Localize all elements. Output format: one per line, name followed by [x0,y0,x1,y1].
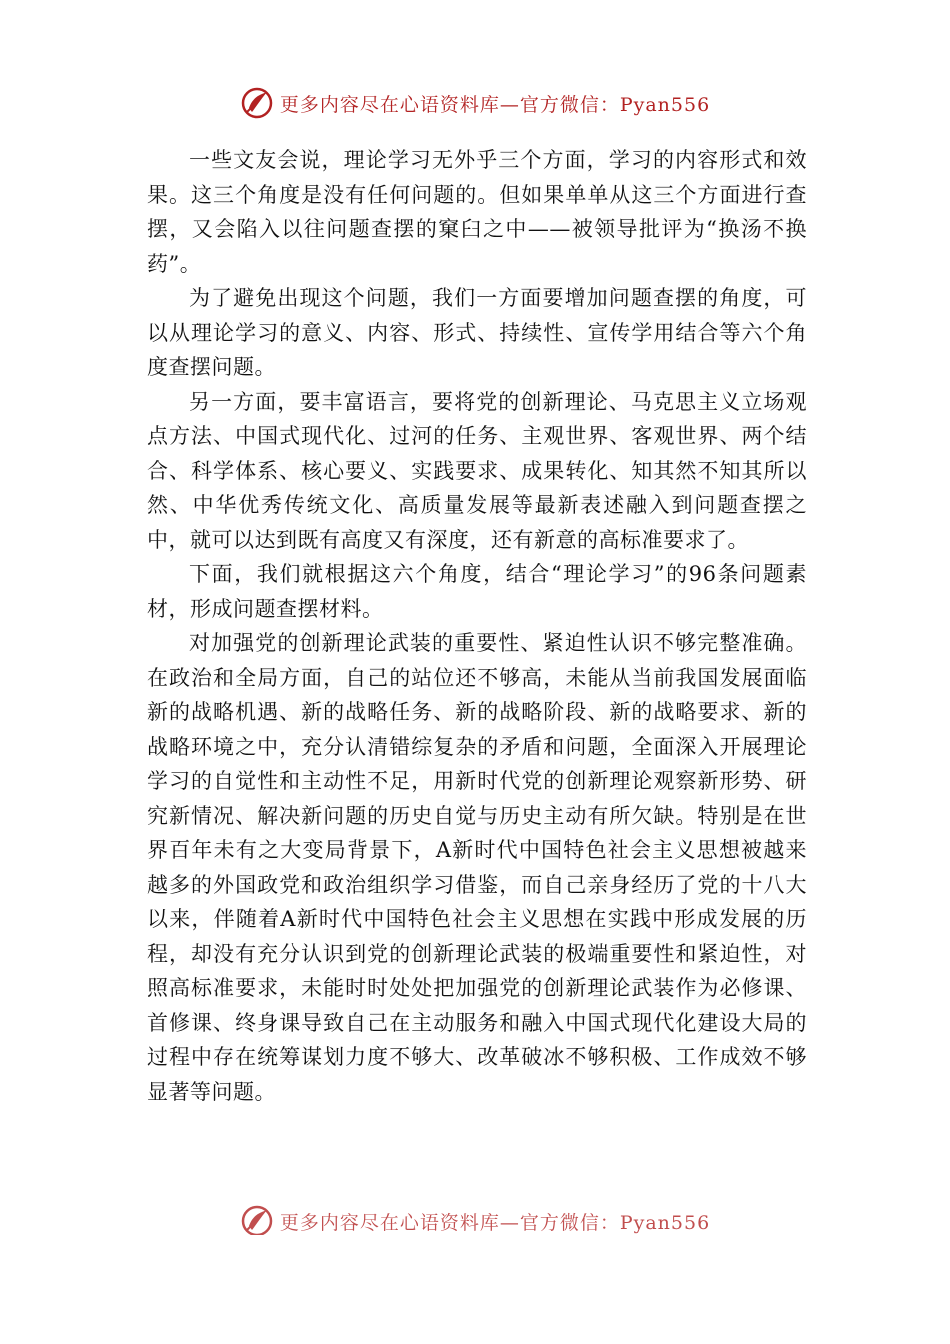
paragraph: 下面，我们就根据这六个角度，结合“理论学习”的96条问题素材，形成问题查摆材料。 [147,562,807,621]
paragraph: 一些文友会说，理论学习无外乎三个方面，学习的内容形式和效果。这三个角度是没有任何问题的。但如果单单从这三个方面进行查摆，又会陷入以往问题查摆的窠臼之中——被领导批评为“换汤不换药”。 [147,148,807,276]
header-watermark [0,83,950,123]
brand-logo-icon [240,86,274,120]
paragraph: 为了避免出现这个问题，我们一方面要增加问题查摆的角度，可以从理论学习的意义、内容、形式、持续性、宣传学用结合等六个角度查摆问题。 [147,286,807,379]
document-body [147,143,807,1109]
footer-watermark [0,1201,950,1235]
brand-logo-icon [240,1204,274,1235]
watermark-text: 更多内容尽在心语资料库—官方微信：Pyan556 [279,1211,711,1234]
watermark-text: 更多内容尽在心语资料库—官方微信：Pyan556 [279,93,711,116]
paragraph: 另一方面，要丰富语言，要将党的创新理论、马克思主义立场观点方法、中国式现代化、过河的任务、主观世界、客观世界、两个结合、科学体系、核心要义、实践要求、成果转化、知其然不知其所以然、中华优秀传统文化、高质量发展等最新表述融入到问题查摆之中，就可以达到既有高度又有深度，还有新意的高标准要求了。 [147,389,807,552]
paragraph: 对加强党的创新理论武装的重要性、紧迫性认识不够完整准确。在政治和全局方面，自己的站位还不够高，未能从当前我国发展面临新的战略机遇、新的战略任务、新的战略阶段、新的战略要求、新的战略环境之中，充分认清错综复杂的矛盾和问题，全面深入开展理论学习的自觉性和主动性不足，用新时代党的创新理论观察新形势、研究新情况、解决新问题的历史自觉与历史主动有所欠缺。特别是在世界百年未有之大变局背景下，A新时代中国特色社会主义思想被越来越多的外国政党和政治组织学习借鉴，而自己亲身经历了党的十八大以来，伴随着A新时代中国特色社会主义思想在实践中形成发展的历程，却没有充分认识到党的创新理论武装的极端重要性和紧迫性，对照高标准要求，未能时时处处把加强党的创新理论武装作为必修课、首修课、终身课导致自己在主动服务和融入中国式现代化建设大局的过程中存在统筹谋划力度不够大、改革破冰不够积极、工作成效不够显著等问题。 [147,631,807,1104]
